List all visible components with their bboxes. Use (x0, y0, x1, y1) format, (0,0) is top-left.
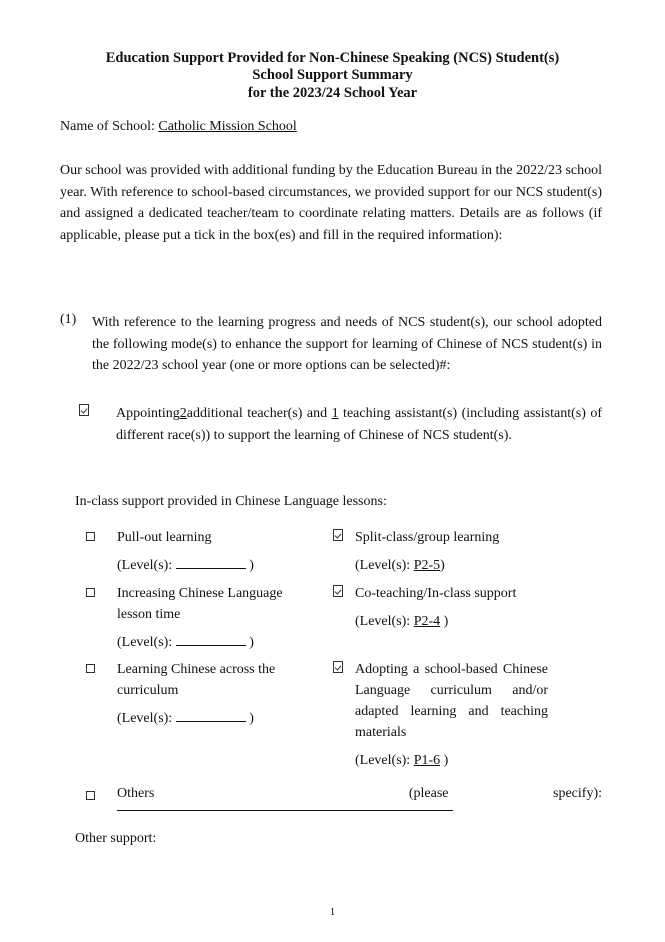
coteaching-level-value[interactable]: P2-4 (413, 614, 441, 629)
question-number: (1) (60, 312, 77, 327)
coteaching-level: (Level(s): P2-4 ) (355, 614, 449, 629)
pullout-checkbox[interactable] (84, 530, 96, 544)
schoolbased-label: Adopting a school-based Chinese Language curriculum and/or adapted learning and teaching materials (355, 662, 548, 740)
appointing-part2: additional teacher(s) and (186, 406, 332, 421)
option-split (355, 527, 548, 576)
empty-box-icon (86, 791, 95, 800)
increasing-checkbox[interactable] (84, 586, 96, 600)
question-text: With reference to the learning progress and needs of NCS student(s), our school adopted the following mode(s) to enhance the support for learning of Chinese of NCS student(s) in the 2022/23 school year (one or more options can be selected)#: (92, 315, 602, 373)
other-support-heading: Other support: (75, 831, 157, 846)
others-checkbox[interactable] (84, 789, 96, 803)
empty-box-icon (86, 588, 95, 597)
pullout-level: (Level(s): ) (117, 558, 254, 573)
school-name-row (60, 119, 297, 135)
school-label: Name of School: (60, 119, 159, 134)
across-label: Learning Chinese across the curriculum (117, 662, 276, 698)
title-line-3: for the 2023/24 School Year (247, 85, 418, 101)
checked-box-icon (333, 585, 343, 597)
checked-box-icon (333, 661, 343, 673)
option-across (117, 659, 307, 729)
others-specify: specify): (553, 786, 602, 801)
inclass-heading: In-class support provided in Chinese Language lessons: (75, 494, 387, 509)
increasing-level: (Level(s): ) (117, 635, 254, 650)
split-checkbox[interactable] (332, 529, 344, 544)
coteaching-checkbox[interactable] (332, 585, 344, 600)
checked-box-icon (79, 404, 89, 416)
others-row (117, 786, 602, 802)
option-others (117, 786, 602, 811)
empty-box-icon (86, 532, 95, 541)
split-level-value[interactable]: P2-5 (413, 558, 441, 573)
teachers-count: 2 (179, 406, 187, 421)
option-schoolbased (355, 659, 548, 771)
title-line-1: Education Support Provided for Non-Chinese Speaking (NCS) Student(s) (105, 50, 560, 66)
others-specify-line[interactable] (117, 810, 453, 811)
intro-paragraph: Our school was provided with additional funding by the Education Bureau in the 2022/23 school year. With reference to school-based circumstances, we provided support for our NCS student(s) and assigned a dedicated teacher/team to coordinate relating matters. Details are as follows (if applicable, please put a tick in the box(es) and fill in the required information): (60, 163, 603, 243)
appointing-text (116, 403, 602, 446)
schoolbased-checkbox[interactable] (332, 661, 344, 676)
appointing-part1: Appointing (116, 406, 180, 421)
appointing-checkbox[interactable] (78, 404, 90, 419)
assistants-count: 1 (331, 406, 339, 421)
others-label: Others (117, 786, 155, 801)
split-level: (Level(s): P2-5) (355, 558, 445, 573)
checked-box-icon (333, 529, 343, 541)
school-name: Catholic Mission School (158, 119, 297, 134)
across-level: (Level(s): ) (117, 711, 254, 726)
title-line-2: School Support Summary (252, 67, 413, 83)
pullout-level-blank[interactable] (176, 556, 246, 569)
appointing-part3: teaching assistant(s) (including assistant(s) of different race(s)) to support the learning of Chinese of NCS student(s). (116, 406, 602, 443)
increasing-level-blank[interactable] (176, 633, 246, 646)
empty-box-icon (86, 664, 95, 673)
others-please: (please (408, 786, 449, 801)
increasing-label: Increasing Chinese Language lesson time (117, 586, 283, 622)
pullout-label: Pull-out learning (117, 530, 212, 545)
split-label: Split-class/group learning (355, 530, 500, 545)
across-checkbox[interactable] (84, 662, 96, 676)
option-coteaching (355, 583, 548, 632)
coteaching-label: Co-teaching/In-class support (355, 586, 517, 601)
schoolbased-level: (Level(s): P1-6 ) (355, 753, 449, 768)
option-pullout (117, 527, 307, 576)
page-number: 1 (329, 906, 336, 918)
schoolbased-level-value[interactable]: P1-6 (413, 753, 441, 768)
across-level-blank[interactable] (176, 709, 246, 722)
option-increasing (117, 583, 307, 653)
